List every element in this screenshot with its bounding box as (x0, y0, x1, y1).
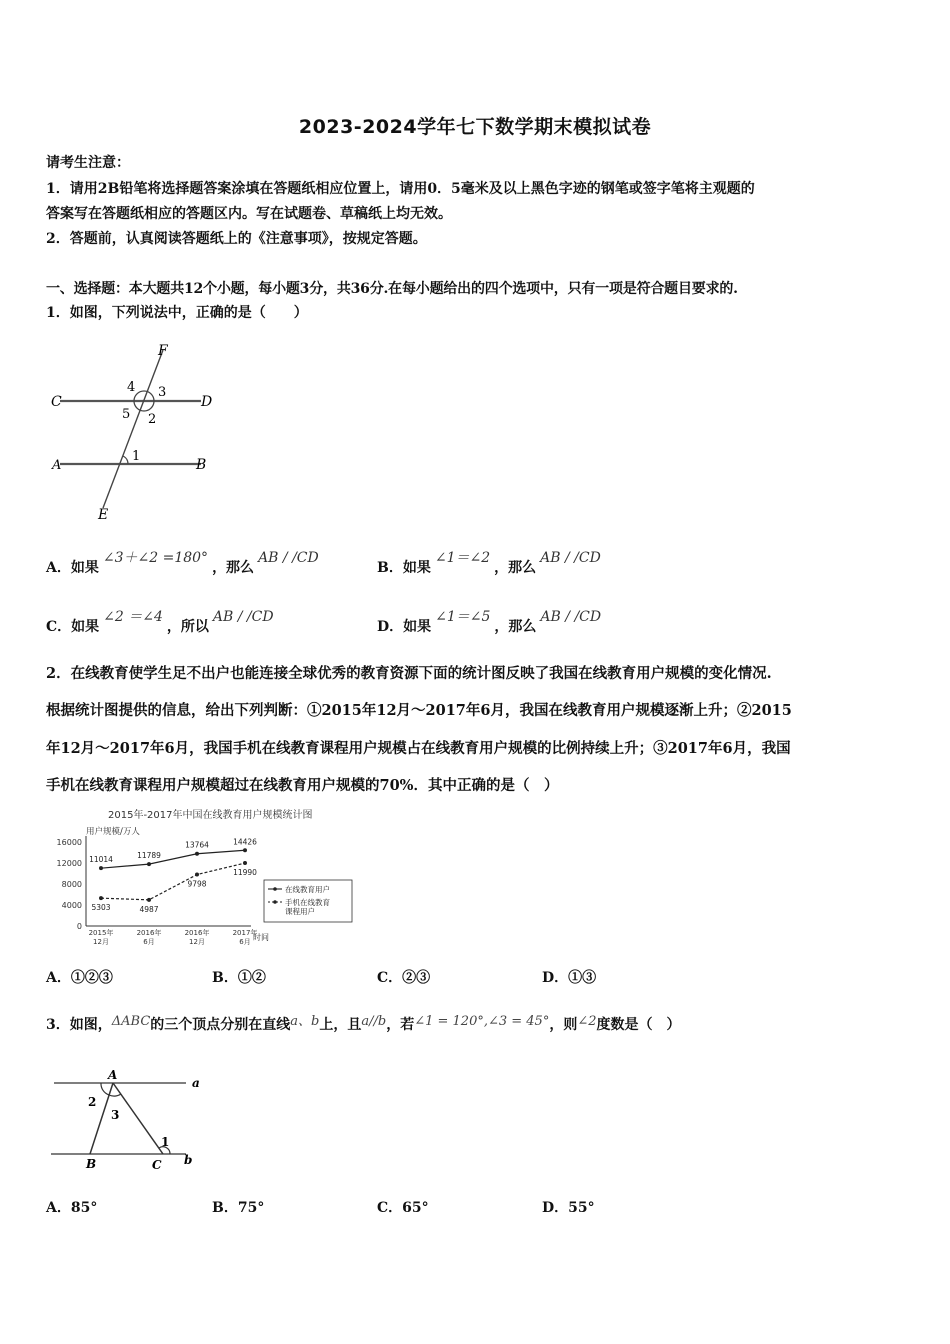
label-C: C (51, 394, 62, 410)
y-tick-label: 0 (76, 922, 82, 931)
q1-figure (46, 338, 226, 523)
x-tick-label-month: 6月 (143, 938, 155, 946)
data-point (99, 866, 103, 870)
x-tick-label-month: 12月 (93, 938, 109, 946)
legend-label-0: 在线教育用户 (285, 885, 330, 894)
q3-figure (46, 1066, 216, 1176)
x-tick-label: 2017年 (232, 929, 258, 937)
label-1: 1 (161, 1135, 170, 1149)
y-tick-label: 4000 (61, 901, 82, 910)
angle-2-arc (101, 1083, 109, 1095)
q3-option-d[interactable]: D．55° (542, 1200, 595, 1216)
label-1: 1 (132, 449, 141, 464)
label-C: C (152, 1158, 162, 1172)
label-2: 2 (88, 1095, 97, 1109)
y-tick-label: 16000 (56, 838, 82, 847)
label-b: b (184, 1153, 193, 1167)
legend-label-1-cont: 课程用户 (285, 907, 315, 916)
label-2: 2 (148, 412, 157, 427)
y-tick-label: 8000 (61, 880, 82, 889)
q3-option-b[interactable]: B．75° (212, 1200, 265, 1216)
q1-option-c[interactable]: C．如果∠2 ＝∠4，所以AB / /CD (46, 609, 274, 635)
label-4: 4 (127, 380, 136, 395)
q2-chart (46, 802, 366, 957)
page-title: 2023-2024学年七下数学期末模拟试卷 (298, 116, 652, 138)
side-ab (90, 1083, 113, 1154)
label-A: A (52, 458, 62, 473)
data-label: 13764 (185, 840, 209, 850)
data-point (195, 873, 199, 877)
q1-option-b[interactable]: B．如果∠1＝∠2，那么AB / /CD (377, 550, 601, 576)
notice-heading: 请考生注意： (46, 155, 130, 171)
section-heading: 一、选择题：本大题共12个小题，每小题3分，共36分.在每小题给出的四个选项中，只有一项是符合题目要求的. (46, 281, 738, 297)
q2-line-2: 根据统计图提供的信息，给出下列判断：①2015年12月～2017年6月，我国在线教育用户规模逐渐上升；②2015 (46, 702, 792, 719)
legend-marker (273, 900, 277, 904)
legend-marker (273, 887, 277, 891)
q2-option-a[interactable]: A．①②③ (46, 970, 113, 986)
q2-line-1: 2．在线教育使学生足不出户也能连接全球优秀的教育资源下面的统计图反映了我国在线教育用户规模的变化情况. (46, 665, 772, 682)
q3-option-a[interactable]: A．85° (46, 1200, 98, 1216)
label-3: 3 (158, 385, 167, 400)
q2-option-c[interactable]: C．②③ (377, 970, 431, 986)
q2-option-b[interactable]: B．①② (212, 970, 266, 986)
x-tick-label-month: 12月 (189, 938, 205, 946)
label-a: a (192, 1076, 200, 1090)
label-B: B (86, 1157, 97, 1171)
label-F: F (158, 343, 168, 359)
legend-label-1: 手机在线教育 (285, 898, 330, 907)
q2-line-3: 年12月～2017年6月，我国手机在线教育课程用户规模占在线教育用户规模的比例持续上升；③2017年6月，我国 (46, 740, 791, 757)
q2-option-d[interactable]: D．①③ (542, 970, 597, 986)
x-tick-label: 2016年 (136, 929, 162, 937)
x-tick-label: 2015年 (88, 929, 114, 937)
data-label: 11789 (137, 851, 161, 861)
data-label: 11990 (233, 868, 257, 878)
angle-1-arc (123, 456, 128, 464)
data-label: 9798 (187, 879, 207, 889)
data-point (99, 896, 103, 900)
data-point (243, 848, 247, 852)
notice-item-2: 2．答题前，认真阅读答题纸上的《注意事项》，按规定答题。 (46, 231, 427, 247)
label-5: 5 (122, 407, 131, 422)
data-point (147, 862, 151, 866)
q2-line-4: 手机在线教育课程用户规模超过在线教育用户规模的70%．其中正确的是（ ） (46, 777, 559, 794)
label-A: A (108, 1068, 118, 1082)
label-B: B (196, 457, 207, 473)
x-tick-label: 2016年 (184, 929, 210, 937)
series-line-1 (101, 863, 245, 900)
line-ef (103, 350, 163, 508)
q3-option-c[interactable]: C．65° (377, 1200, 429, 1216)
data-point (147, 898, 151, 902)
q3-stem: 3．如图，ΔABC的三个顶点分别在直线a、b上，且a//b，若∠1 = 120°,∠3 = 45°，则∠2度数是（ ） (46, 1014, 681, 1033)
label-D: D (201, 394, 213, 410)
x-tick-label-month: 6月 (239, 938, 251, 946)
q1-stem: 1．如图，下列说法中，正确的是（ ） (46, 305, 308, 321)
q1-option-a[interactable]: A．如果∠3＋∠2 =180°，那么AB / /CD (46, 550, 319, 576)
data-point (195, 852, 199, 856)
data-label: 11014 (89, 855, 113, 865)
label-3: 3 (111, 1108, 120, 1122)
chart-title: 2015年-2017年中国在线教育用户规模统计图 (108, 810, 313, 821)
chart-ylabel: 用户规模/万人 (86, 827, 140, 837)
series-line-0 (101, 850, 245, 868)
label-E: E (98, 507, 109, 523)
data-label: 5303 (91, 903, 111, 913)
y-tick-label: 12000 (56, 859, 82, 868)
notice-item-1a: 1．请用2B铅笔将选择题答案涂填在答题纸相应位置上，请用0．5毫米及以上黑色字迹的钢笔或签字笔将主观题的 (46, 181, 755, 197)
angle-3-arc (109, 1094, 121, 1096)
q1-option-d[interactable]: D．如果∠1＝∠5，那么AB / /CD (377, 609, 602, 635)
data-label: 14426 (233, 837, 257, 847)
data-point (243, 861, 247, 865)
data-label: 4987 (139, 904, 159, 914)
notice-item-1b: 答案写在答题纸相应的答题区内。写在试题卷、草稿纸上均无效。 (46, 206, 452, 222)
chart-xlabel: 时间 (253, 933, 269, 942)
